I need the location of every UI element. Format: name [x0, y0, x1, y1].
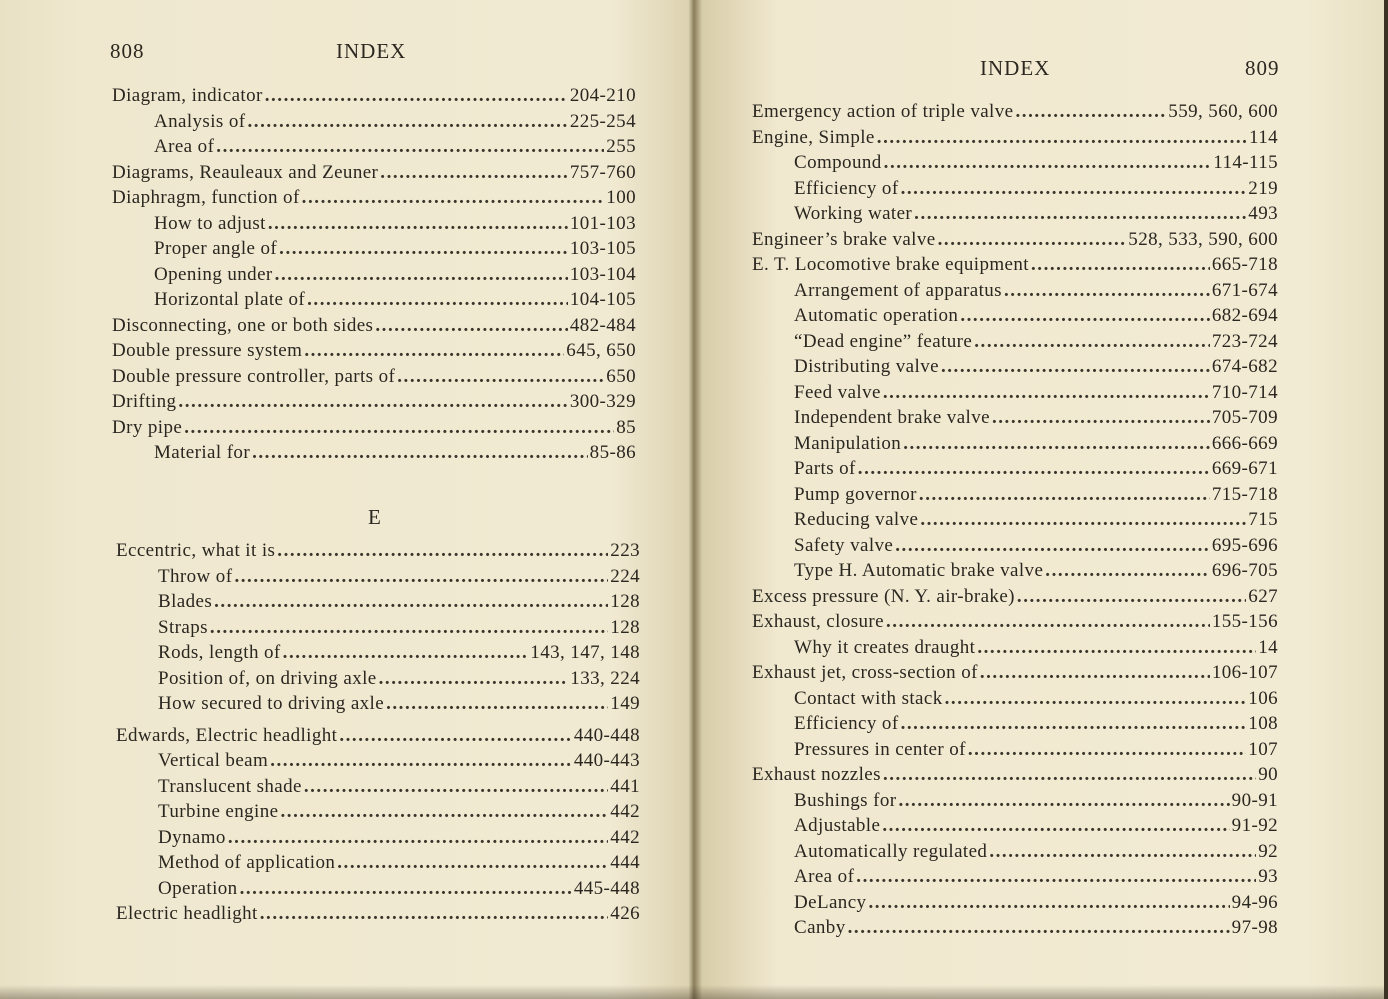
entry-pages: 106: [1248, 687, 1278, 709]
entry-term: Dry pipe: [112, 416, 183, 438]
entry-term: Adjustable: [794, 815, 881, 836]
entry-term: Engine, Simple: [752, 126, 875, 148]
entry-term: Arrangement of apparatus: [794, 279, 1002, 301]
index-entry: [112, 389, 636, 415]
dot-leader: [977, 635, 1256, 661]
entry-pages: 155-156: [1211, 611, 1278, 632]
dot-leader: [1031, 252, 1210, 278]
index-subentry: [112, 287, 636, 313]
entry-pages: 715: [1248, 509, 1278, 530]
entry-term: Why it creates draught: [794, 636, 976, 658]
dot-leader: [279, 236, 568, 262]
index-entry: [112, 160, 636, 186]
entry-pages: 442: [610, 826, 640, 848]
dot-leader: [920, 507, 1246, 533]
entry-term: Feed valve: [794, 381, 881, 403]
entry-term: Compound: [794, 152, 882, 173]
index-entry: [116, 723, 640, 749]
entry-pages: 91-92: [1231, 815, 1278, 836]
entry-pages: 90: [1258, 764, 1278, 785]
dot-leader: [339, 723, 572, 749]
index-subentry: [752, 456, 1278, 482]
dot-leader: [968, 737, 1246, 763]
index-entries: [752, 99, 1278, 941]
entry-pages: 133, 224: [570, 667, 640, 689]
entry-term: Canby: [794, 917, 846, 938]
entry-term: Operation: [158, 877, 238, 899]
entry-term: Pressures in center of: [794, 738, 966, 760]
entry-term: Throw of: [158, 565, 233, 587]
dot-leader: [397, 364, 604, 390]
entry-pages: 440-443: [573, 750, 640, 771]
entry-term: Area of: [154, 136, 215, 157]
entry-term: Manipulation: [794, 432, 902, 454]
entry-term: Reducing valve: [794, 509, 919, 530]
entry-pages: 723-724: [1211, 330, 1278, 352]
dot-leader: [883, 380, 1210, 406]
dot-leader: [210, 615, 608, 641]
entry-pages: 108: [1248, 713, 1278, 734]
index-entries-e: [116, 538, 640, 927]
dot-leader: [945, 686, 1247, 712]
entry-pages: 426: [610, 903, 640, 924]
index-subentry: [116, 850, 640, 876]
index-subentry: [752, 813, 1278, 839]
dot-leader: [307, 287, 568, 313]
dot-leader: [941, 354, 1210, 380]
dot-leader: [938, 227, 1127, 253]
dot-leader: [877, 125, 1247, 151]
entry-pages: 650: [606, 365, 636, 387]
index-entry: [752, 584, 1278, 610]
entry-term: How to adjust: [154, 212, 266, 234]
entry-pages: 715-718: [1211, 483, 1278, 505]
index-subentry: [752, 533, 1278, 559]
entry-term: Proper angle of: [154, 238, 278, 259]
entry-term: Diaphragm, function of: [112, 187, 300, 208]
index-subentry: [752, 864, 1278, 890]
index-entry: [752, 227, 1278, 253]
entry-pages: 224: [610, 565, 640, 587]
index-subentry: [112, 236, 636, 262]
index-entry: [116, 538, 640, 564]
entry-pages: 106-107: [1211, 662, 1278, 683]
entry-term: Electric headlight: [116, 903, 258, 924]
dot-leader: [283, 640, 529, 666]
dot-leader: [883, 762, 1256, 788]
entry-pages: 143, 147, 148: [530, 642, 640, 663]
entry-pages: 128: [610, 591, 640, 612]
entry-pages: 493: [1248, 203, 1278, 224]
index-subentry: [116, 564, 640, 590]
index-entry: [112, 185, 636, 211]
entry-pages: 627: [1248, 585, 1278, 607]
entry-term: Distributing valve: [794, 356, 939, 377]
index-entry: [112, 83, 636, 109]
dot-leader: [886, 609, 1210, 635]
entry-pages: 223: [610, 540, 640, 561]
index-subentry: [752, 890, 1278, 916]
index-subentry: [752, 915, 1278, 941]
index-entry: [752, 99, 1278, 125]
entry-term: Pump governor: [794, 483, 917, 505]
dot-leader: [882, 813, 1229, 839]
index-subentry: [752, 303, 1278, 329]
dot-leader: [858, 456, 1210, 482]
entry-term: Method of application: [158, 852, 336, 873]
index-subentry: [116, 748, 640, 774]
entry-pages: 204-210: [569, 85, 636, 106]
entry-term: Exhaust nozzles: [752, 764, 881, 785]
entry-pages: 107: [1248, 738, 1278, 760]
entry-pages: 93: [1258, 866, 1278, 887]
index-entry: [116, 901, 640, 927]
entry-term: Exhaust, closure: [752, 611, 884, 632]
entry-pages: 103-105: [569, 238, 636, 259]
entry-pages: 674-682: [1211, 356, 1278, 377]
index-subentry: [112, 134, 636, 160]
index-subentry: [752, 686, 1278, 712]
dot-leader: [895, 533, 1210, 559]
entry-pages: 103-104: [569, 263, 636, 285]
section-letter: E: [368, 505, 381, 529]
entry-term: E. T. Locomotive brake equipment: [752, 254, 1029, 275]
dot-leader: [914, 201, 1246, 227]
entry-pages: 85: [616, 416, 636, 438]
index-subentry: [116, 666, 640, 692]
entry-pages: 559, 560, 600: [1168, 101, 1278, 122]
dot-leader: [302, 185, 605, 211]
entry-pages: 90-91: [1231, 789, 1278, 811]
entry-term: Safety valve: [794, 534, 894, 556]
entry-term: Bushings for: [794, 789, 897, 811]
entry-term: Diagrams, Reauleaux and Zeuner: [112, 161, 379, 183]
entry-pages: 696-705: [1211, 560, 1278, 581]
entry-pages: 444: [610, 852, 640, 873]
entry-term: Rods, length of: [158, 642, 281, 663]
index-subentry: [752, 482, 1278, 508]
index-subentry: [752, 176, 1278, 202]
dot-leader: [901, 176, 1247, 202]
index-entry: [112, 313, 636, 339]
index-subentry: [752, 354, 1278, 380]
index-entry: [752, 762, 1278, 788]
entry-pages: 705-709: [1211, 407, 1278, 428]
dot-leader: [868, 890, 1229, 916]
index-subentry: [112, 211, 636, 237]
index-entry: [752, 252, 1278, 278]
entry-term: Independent brake valve: [794, 407, 990, 428]
entry-term: Disconnecting, one or both sides: [112, 314, 374, 336]
index-subentry: [752, 201, 1278, 227]
dot-leader: [919, 482, 1210, 508]
running-head: INDEX: [980, 56, 1051, 80]
index-entry: [112, 415, 636, 441]
running-head: INDEX: [336, 39, 407, 63]
index-entry: [752, 660, 1278, 686]
dot-leader: [375, 313, 568, 339]
entry-pages: 114-115: [1213, 152, 1278, 173]
dot-leader: [901, 711, 1247, 737]
entry-term: Vertical beam: [158, 750, 269, 771]
index-subentry: [116, 825, 640, 851]
dot-leader: [1004, 278, 1210, 304]
entry-pages: 255: [606, 136, 636, 157]
entry-pages: 219: [1248, 177, 1278, 199]
index-subentry: [112, 262, 636, 288]
entry-pages: 114: [1249, 126, 1278, 148]
dot-leader: [214, 589, 608, 615]
entry-term: How secured to driving axle: [158, 693, 385, 714]
index-subentry: [752, 278, 1278, 304]
dot-leader: [234, 564, 608, 590]
entry-pages: 300-329: [569, 391, 636, 412]
entry-term: Blades: [158, 591, 213, 612]
index-subentry: [752, 737, 1278, 763]
entry-term: “Dead engine” feature: [794, 330, 973, 352]
entry-pages: 441: [610, 775, 640, 797]
index-subentry: [116, 774, 640, 800]
dot-leader: [216, 134, 604, 160]
entry-pages: 665-718: [1211, 254, 1278, 275]
entry-term: Parts of: [794, 458, 856, 479]
entry-pages: 645, 650: [566, 340, 636, 361]
entry-pages: 101-103: [569, 212, 636, 234]
dot-leader: [260, 901, 609, 927]
entry-term: Type H. Automatic brake valve: [794, 560, 1044, 581]
entry-term: Efficiency of: [794, 177, 899, 199]
dot-leader: [980, 660, 1210, 686]
dot-leader: [304, 338, 564, 364]
page-number: 808: [110, 39, 145, 63]
entry-pages: 100: [606, 187, 636, 208]
index-entries-d: [112, 83, 636, 466]
dot-leader: [280, 799, 608, 825]
dot-leader: [184, 415, 614, 441]
index-entry: [752, 125, 1278, 151]
dot-leader: [247, 109, 567, 135]
entry-pages: 225-254: [569, 110, 636, 132]
entry-term: Excess pressure (N. Y. air-brake): [752, 585, 1015, 607]
dot-leader: [884, 150, 1212, 176]
entry-pages: 94-96: [1231, 891, 1278, 913]
index-subentry: [752, 431, 1278, 457]
entry-term: Translucent shade: [158, 775, 302, 797]
entry-term: Position of, on driving axle: [158, 667, 377, 689]
index-subentry: [752, 507, 1278, 533]
entry-pages: 440-448: [573, 724, 640, 746]
page-number: 809: [1245, 56, 1280, 80]
index-subentry: [752, 405, 1278, 431]
dot-leader: [304, 774, 608, 800]
index-subentry: [116, 615, 640, 641]
entry-term: Drifting: [112, 391, 177, 412]
entry-term: Efficiency of: [794, 713, 899, 734]
entry-pages: 671-674: [1211, 279, 1278, 301]
index-subentry: [112, 440, 636, 466]
entry-pages: 757-760: [569, 161, 636, 183]
dot-leader: [270, 748, 572, 774]
index-entry: [112, 364, 636, 390]
entry-pages: 14: [1258, 636, 1278, 658]
index-subentry: [752, 711, 1278, 737]
index-subentry: [752, 839, 1278, 865]
entry-pages: 85-86: [589, 442, 636, 463]
dot-leader: [379, 666, 569, 692]
dot-leader: [386, 691, 608, 717]
dot-leader: [974, 329, 1210, 355]
dot-leader: [903, 431, 1210, 457]
dot-leader: [240, 876, 572, 902]
page-edge-shadow: [0, 985, 1388, 999]
entry-term: Analysis of: [154, 110, 246, 132]
dot-leader: [228, 825, 608, 851]
entry-pages: 128: [610, 616, 640, 638]
entry-pages: 149: [610, 693, 640, 714]
dot-leader: [252, 440, 588, 466]
entry-term: Turbine engine: [158, 801, 279, 822]
entry-term: Automatically regulated: [794, 840, 988, 862]
entry-term: Material for: [154, 442, 251, 463]
index-subentry: [112, 109, 636, 135]
dot-leader: [178, 389, 567, 415]
entry-term: Double pressure system: [112, 340, 303, 361]
index-entry: [112, 338, 636, 364]
right-page: [694, 0, 1388, 999]
dot-leader: [1045, 558, 1210, 584]
index-entry: [752, 609, 1278, 635]
index-subentry: [116, 876, 640, 902]
entry-term: Working water: [794, 203, 913, 224]
entry-pages: 482-484: [569, 314, 636, 336]
entry-pages: 666-669: [1211, 432, 1278, 454]
index-subentry: [116, 799, 640, 825]
entry-term: Straps: [158, 616, 208, 638]
index-subentry: [116, 640, 640, 666]
entry-term: Area of: [794, 866, 855, 887]
dot-leader: [992, 405, 1210, 431]
index-subentry: [752, 150, 1278, 176]
index-subentry: [116, 691, 640, 717]
dot-leader: [277, 538, 608, 564]
entry-term: Opening under: [154, 263, 273, 285]
dot-leader: [856, 864, 1256, 890]
dot-leader: [380, 160, 568, 186]
entry-pages: 710-714: [1211, 381, 1278, 403]
index-subentry: [752, 635, 1278, 661]
dot-leader: [275, 262, 568, 288]
entry-term: Emergency action of triple valve: [752, 101, 1014, 122]
entry-pages: 92: [1258, 840, 1278, 862]
entry-pages: 97-98: [1231, 917, 1278, 938]
dot-leader: [848, 915, 1230, 941]
entry-term: Dynamo: [158, 826, 226, 848]
entry-term: Eccentric, what it is: [116, 540, 276, 561]
dot-leader: [1015, 99, 1166, 125]
index-subentry: [752, 380, 1278, 406]
dot-leader: [268, 211, 568, 237]
entry-pages: 669-671: [1211, 458, 1278, 479]
entry-pages: 445-448: [573, 877, 640, 899]
entry-term: Diagram, indicator: [112, 85, 263, 106]
dot-leader: [265, 83, 568, 109]
entry-pages: 104-105: [569, 289, 636, 310]
page-edge: [1384, 0, 1388, 999]
dot-leader: [337, 850, 608, 876]
entry-pages: 682-694: [1211, 305, 1278, 326]
index-subentry: [752, 329, 1278, 355]
entry-term: Automatic operation: [794, 305, 959, 326]
entry-term: Exhaust jet, cross-section of: [752, 662, 978, 683]
index-subentry: [752, 558, 1278, 584]
index-subentry: [116, 589, 640, 615]
dot-leader: [1017, 584, 1246, 610]
entry-term: Contact with stack: [794, 687, 943, 709]
entry-pages: 528, 533, 590, 600: [1128, 228, 1278, 250]
entry-pages: 695-696: [1211, 534, 1278, 556]
dot-leader: [960, 303, 1210, 329]
entry-term: Edwards, Electric headlight: [116, 724, 338, 746]
entry-term: Double pressure controller, parts of: [112, 365, 396, 387]
index-subentry: [752, 788, 1278, 814]
entry-pages: 442: [610, 801, 640, 822]
entry-term: Horizontal plate of: [154, 289, 306, 310]
entry-term: DeLancy: [794, 891, 867, 913]
entry-term: Engineer’s brake valve: [752, 228, 936, 250]
dot-leader: [989, 839, 1256, 865]
dot-leader: [898, 788, 1229, 814]
